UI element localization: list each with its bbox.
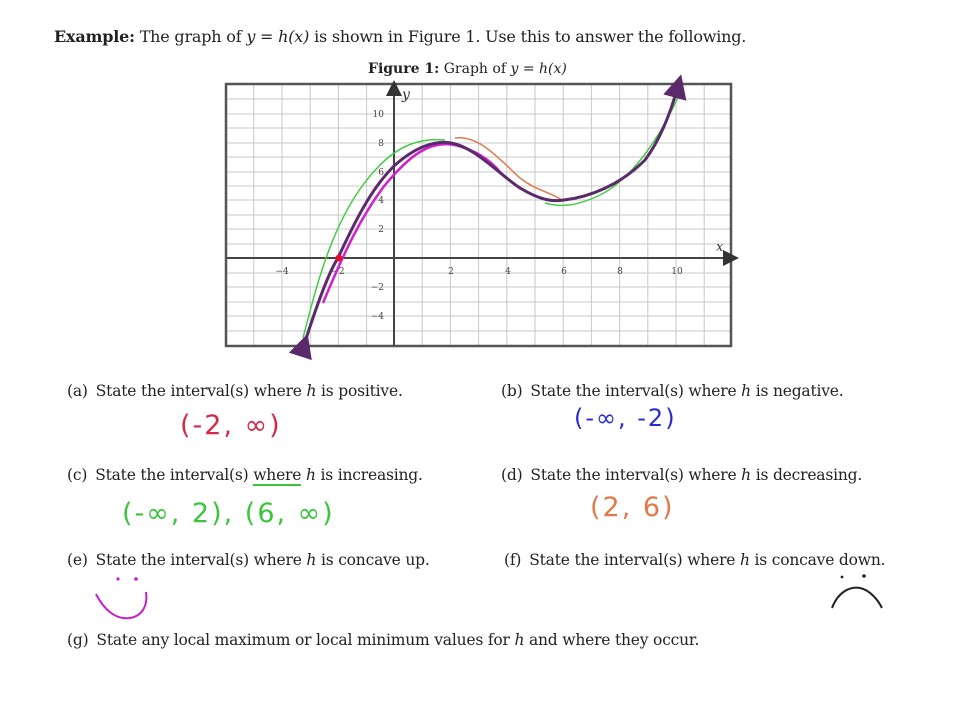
question-c: (c) State the interval(s) where h is increasing. bbox=[67, 466, 423, 484]
figure-caption-label: Figure 1: bbox=[368, 61, 440, 77]
question-d: (d) State the interval(s) where h is decreasing. bbox=[501, 466, 863, 484]
answer-d: (2, 6) bbox=[590, 492, 675, 523]
svg-text:8: 8 bbox=[378, 139, 384, 149]
answer-c: (-∞, 2), (6, ∞) bbox=[122, 498, 335, 529]
underlined-where: where bbox=[253, 466, 302, 484]
svg-text:4: 4 bbox=[378, 196, 384, 206]
question-b: (b) State the interval(s) where h is negative. bbox=[501, 382, 844, 400]
smiley-face-icon bbox=[90, 572, 160, 627]
svg-text:−2: −2 bbox=[331, 267, 345, 277]
question-g: (g) State any local maximum or local minimum values for h and where they occur. bbox=[67, 631, 700, 649]
orange-trace-curve bbox=[455, 138, 562, 200]
question-f: (f) State the interval(s) where h is concave down. bbox=[504, 551, 886, 569]
magenta-trace-curve bbox=[323, 144, 500, 303]
frowny-face-icon bbox=[826, 570, 886, 615]
y-tick-labels bbox=[371, 110, 385, 322]
svg-text:−2: −2 bbox=[370, 283, 384, 293]
question-a: (a) State the interval(s) where h is positive. bbox=[67, 382, 403, 400]
figure-caption-math: y = h(x) bbox=[510, 61, 567, 77]
x-axis-label: x bbox=[716, 240, 724, 255]
svg-text:4: 4 bbox=[505, 267, 511, 277]
svg-text:10: 10 bbox=[372, 110, 384, 120]
svg-text:8: 8 bbox=[617, 267, 623, 277]
svg-text:2: 2 bbox=[378, 225, 384, 235]
svg-text:−4: −4 bbox=[275, 267, 289, 277]
answer-a: (-2, ∞) bbox=[180, 410, 282, 441]
svg-text:6: 6 bbox=[378, 168, 384, 178]
figure-caption-text: Graph of bbox=[443, 61, 507, 77]
answer-b: (-∞, -2) bbox=[574, 404, 677, 432]
question-e: (e) State the interval(s) where h is concave up. bbox=[67, 551, 430, 569]
example-text-after: is shown in Figure 1. Use this to answer the following. bbox=[314, 27, 747, 46]
svg-text:−4: −4 bbox=[370, 312, 384, 322]
example-math: y = h(x) bbox=[246, 27, 310, 46]
svg-text:6: 6 bbox=[561, 267, 567, 277]
x-intercept-point bbox=[336, 255, 343, 262]
svg-text:10: 10 bbox=[671, 267, 683, 277]
example-text-before: The graph of bbox=[139, 27, 242, 46]
grid-lines bbox=[226, 84, 731, 346]
svg-text:2: 2 bbox=[448, 267, 454, 277]
y-axis-label: y bbox=[402, 87, 410, 103]
example-label: Example: bbox=[54, 27, 135, 46]
